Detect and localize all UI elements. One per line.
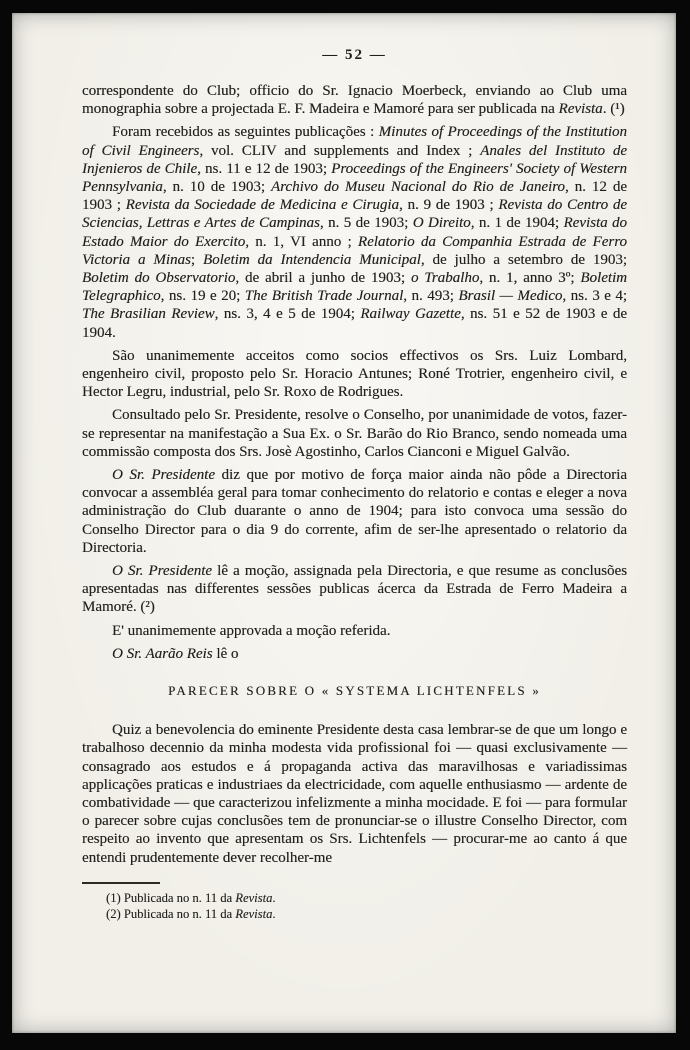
text-run: lê o [212,645,239,662]
paragraph [82,721,627,867]
text-run: (1) Publicada no n. 11 da [106,890,236,905]
text-run: Relatorio da Companhia Estrada de Ferro Victoria a Minas [82,233,627,268]
text-run: Foram recebidos as seguintes publicações : [112,124,379,141]
text-run: O Direito [412,215,471,232]
text-run: o Trabalho [410,270,480,287]
text-run: The British Trade Journal [244,288,404,305]
footnote-divider [82,882,160,884]
text-run: , ns. 3, 4 e 5 de 1904; [214,306,361,323]
text-run: Revista [558,101,603,118]
text-run: lê a moção, assignada pela Directoria, e que resume as conclusões apresentadas nas differentes sessões publicas ácerca da Estrada de Ferro Madeira a Mamoré. (²) [82,563,627,616]
document-page [12,13,676,1033]
page-number: — 52 — [322,47,387,63]
text-run: Quiz a benevolencia do eminente Presidente desta casa lembrar-se de que um longo e trabalhoso decennio da minha modesta vida profissional foi — quasi exclusivamente — consagrado aos estudos e á propaganda activa das maravilhosas e variadissimas applicações praticas e industriaes da electricidade, com aquelle enthusiasmo — ardente de combatividade — que caracterizou infelizmente a minha mocidade. E foi — para formular o parecer sobre cujas conclusões tem de pronunciar-se o illustre Conselho Director, com respeito ao invento que apresentam os Srs. Lichtenfels — procurar-me ao canto á que entendi prudentemente dever recolher-me [82,722,627,866]
text-run: , de julho a setembro de 1903; [420,251,628,268]
paragraph [82,622,627,640]
text-run: Revista [235,906,273,921]
paragraph [82,123,627,341]
text-run: Revista do Estado Maior do Exercito [82,215,628,250]
paragraph [82,466,627,557]
text-run: O Sr. Presidente [112,467,215,484]
text-run: Boletim da Intendencia Municipal [202,251,421,268]
minutes-text [82,82,627,663]
text-run: . (¹) [602,101,625,118]
text-run: . [272,890,276,905]
text-run: Boletim do Observatorio [82,270,236,287]
footnote [82,906,627,922]
text-run: Railway Gazette [360,306,461,323]
text-run: . [272,906,276,921]
text-run: , n. 1 de 1904; [470,215,564,232]
text-run: São unanimemente acceitos como socios effectivos os Srs. Luiz Lombard, engenheiro civil, proposto pelo Sr. Horacio Antunes; Roné Trotrier, engenheiro civil, e Hector Legru, industrial, pelo Sr. Roxo de Rodrigues. [82,347,627,401]
text-run: , n. 1, anno 3º; [479,270,581,287]
text-run: Boletim Telegraphico [82,270,628,305]
page-content [12,13,676,922]
footnotes [82,890,627,922]
paragraph [82,406,627,461]
text-run: Revista da Sociedade de Medicina e Cirugia [125,197,400,214]
text-run: Revista [235,890,273,905]
paragraph [82,645,627,663]
text-run: , ns. 11 e 12 de 1903; [197,160,332,177]
text-run: O Sr. Aarão Reis [112,645,213,662]
text-run: Proceedings of the Engineers' Society of Western Pennsylvania [82,160,627,196]
text-run: Revista do Centro de Sciencias, Lettras e Artes de Campinas [82,197,627,232]
text-run: , n. 493; [403,288,459,305]
text-run: correspondente do Club; officio do Sr. Ignacio Moerbeck, enviando ao Club uma monographia sobre a projectada E. F. Madeira e Mamoré para ser publicada na [82,83,627,118]
text-run: , n. 12 de 1903 ; [82,179,627,214]
paragraph [82,347,627,402]
text-run: (2) Publicada no n. 11 da [106,906,236,921]
text-run: , n. 1, VI anno ; [245,233,358,250]
text-run: diz que por motivo de força maior ainda não pôde a Directoria convocar a assembléa geral para tomar conhecimento do relatorio e contas e eleger a nova administração do Club duarante o anno de 1904; para isto convoca uma sessão do Conselho Director para o dia 9 do corrente, afim de ser-lhe apresentado o relatorio da Directoria. [82,467,627,556]
parecer-text [82,721,627,867]
text-run: , ns. 3 e 4; [562,288,628,305]
text-run: Brasil — Medico [458,288,563,305]
paragraph [82,82,627,118]
footnote [82,890,627,906]
text-run: , de abril a junho de 1903; [235,270,411,287]
text-run: O Sr. Presidente [112,563,213,580]
text-run: , vol. CLIV and supplements and Index ; [199,142,481,159]
text-run: , n. 5 de 1903; [319,215,413,232]
text-run: Archivo do Museu Nacional do Rio de Janeiro [270,179,565,196]
text-run: , ns. 51 e 52 de 1903 e de 1904. [82,306,627,341]
text-run: The Brasilian Review [82,306,215,323]
text-run: Anales del Instituto de Injenieros de Chile [82,142,628,177]
text-run: E' unanimemente approvada a moção referida. [112,622,391,639]
text-run: ; [190,251,203,268]
text-run: , n. 10 de 1903; [162,179,271,196]
text-run: , n. 9 de 1903 ; [399,197,499,214]
paragraph [82,562,627,617]
text-run: , ns. 19 e 20; [160,288,245,305]
text-run: Minutes of Proceedings of the Institution of Civil Engineers [82,124,627,159]
section-heading: PARECER SOBRE O « SYSTEMA LICHTENFELS » [168,683,541,699]
text-run: Consultado pelo Sr. Presidente, resolve o Conselho, por unanimidade de votos, fazer-se representar na manifestação a Sua Ex. o Sr. Barão do Rio Branco, sendo nomeada uma commissão composta dos Srs. Josè Agostinho, Carlos Cianconi e Miguel Galvão. [82,407,627,460]
